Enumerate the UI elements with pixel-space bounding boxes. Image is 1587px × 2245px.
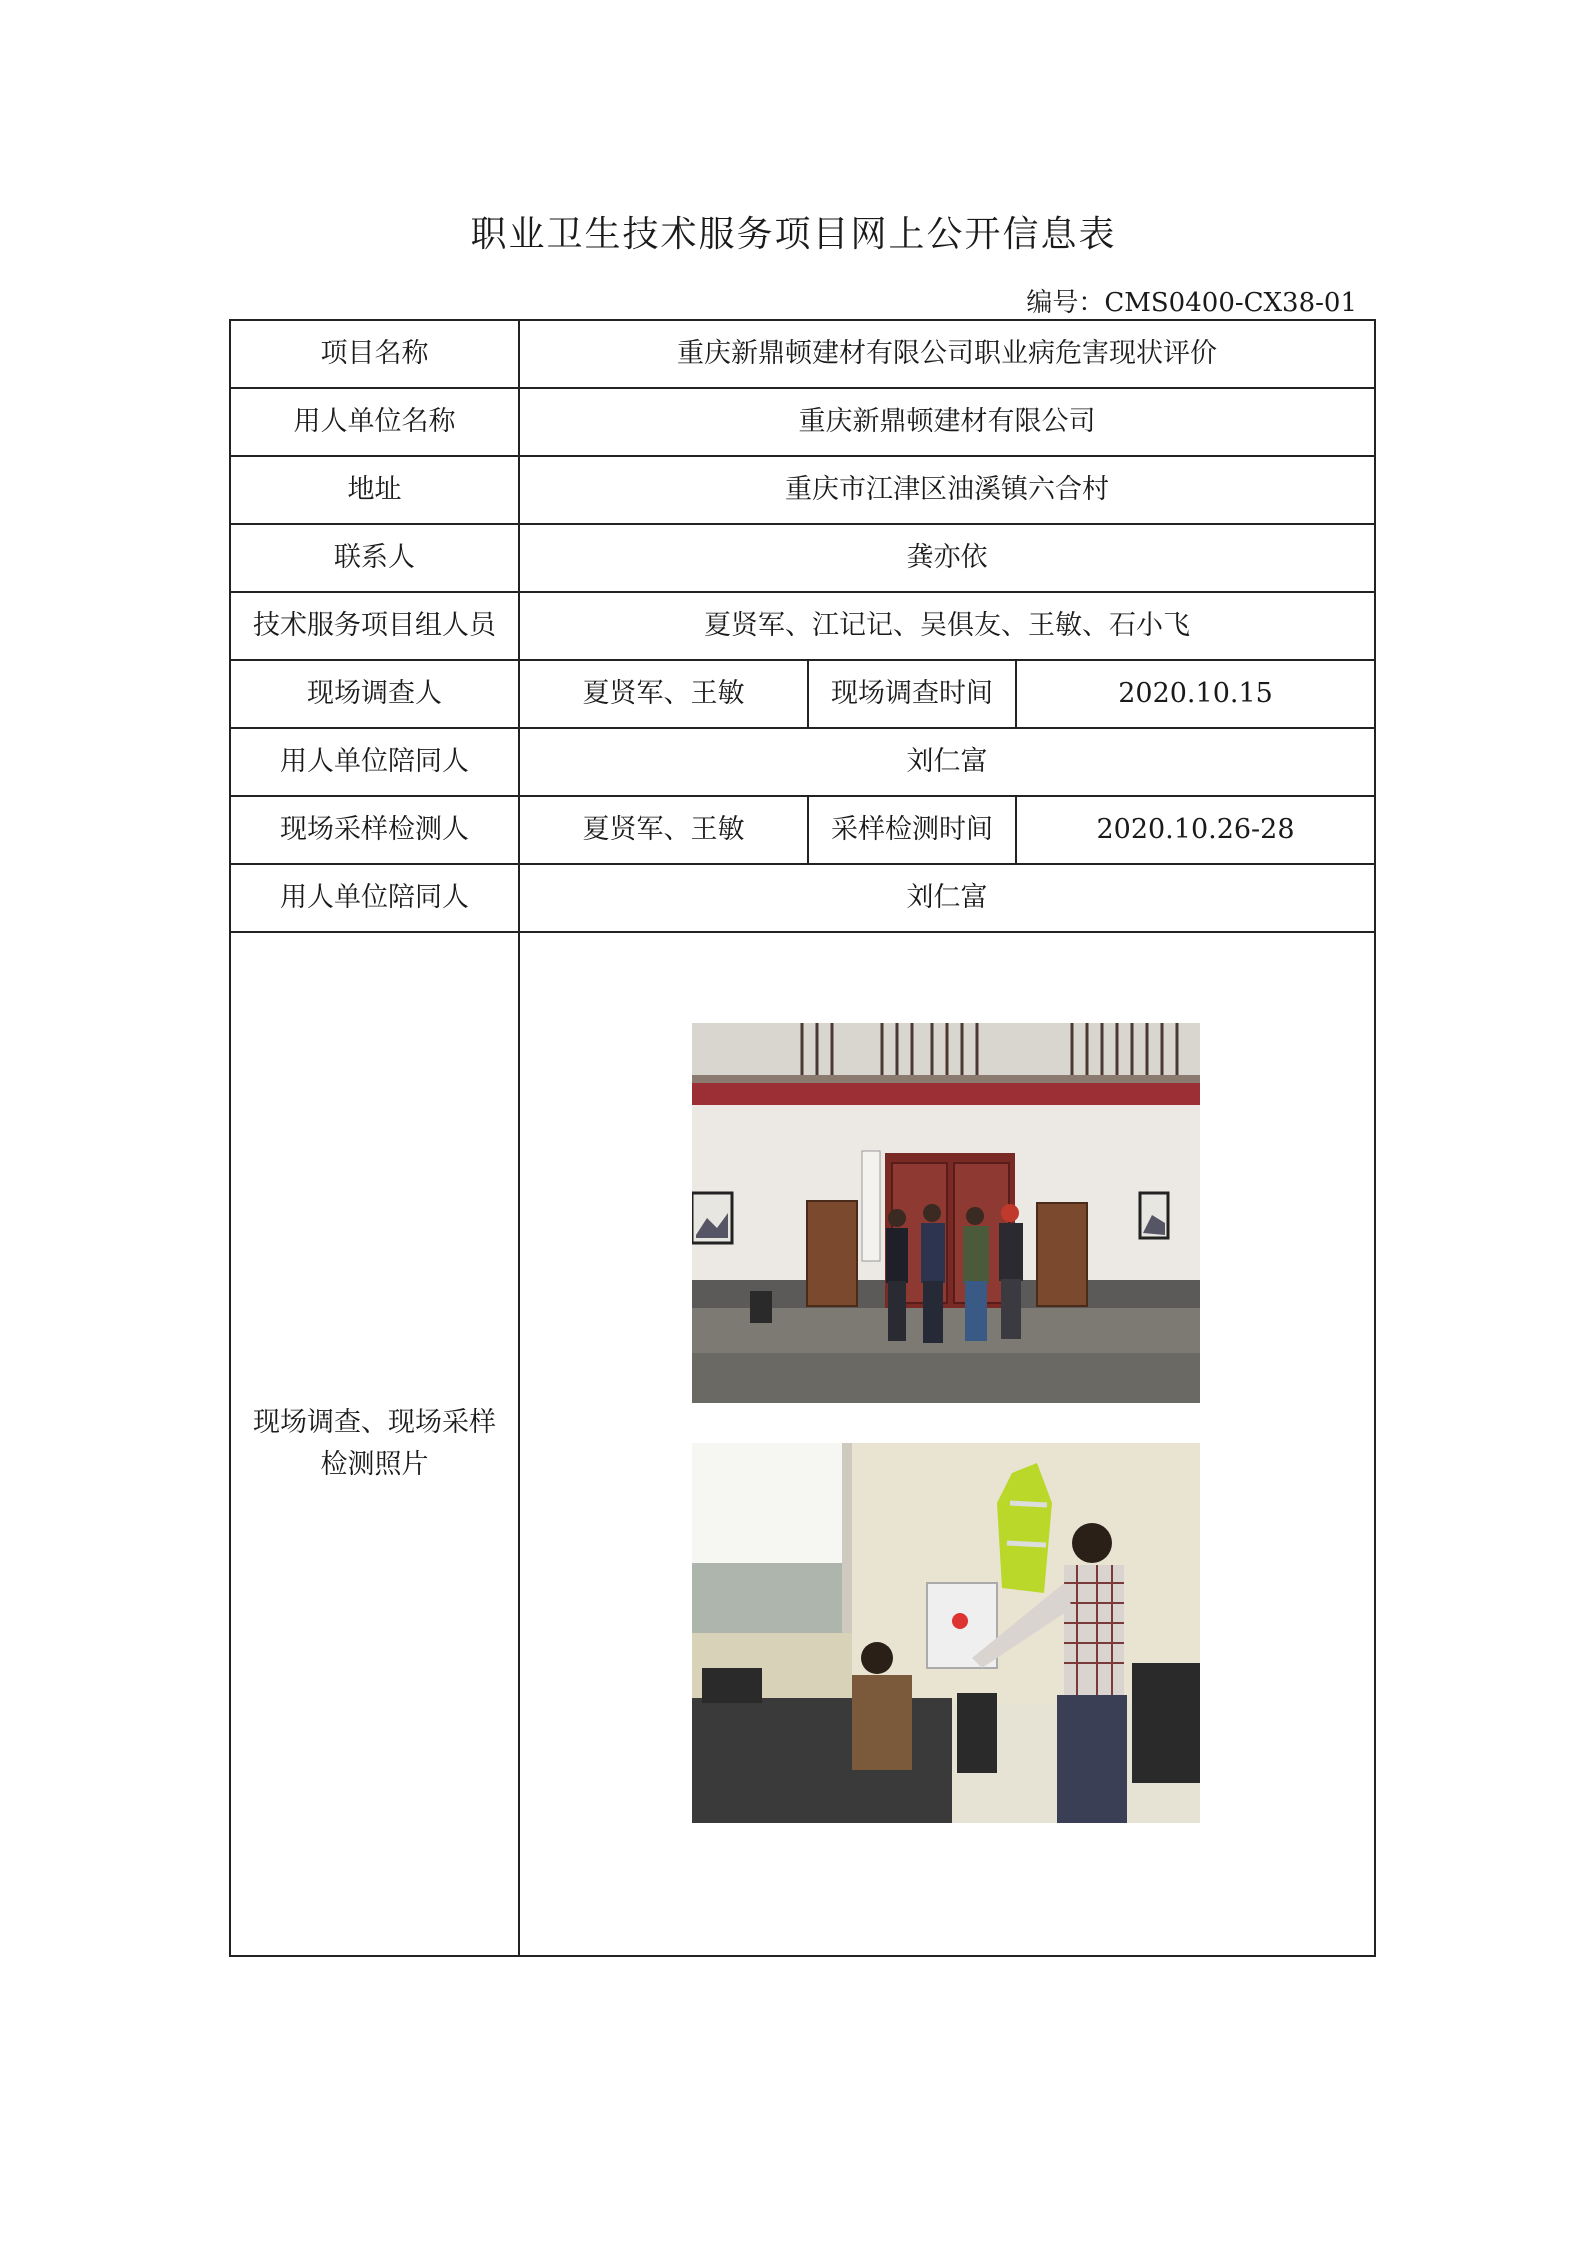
document-number: 编号：CMS0400-CX38-01 (1026, 288, 1357, 318)
accompany-label: 用人单位陪同人 (230, 864, 519, 932)
photos-label-line1: 现场调查、现场采样 (253, 1407, 496, 1438)
employer-name-value: 重庆新鼎顿建材有限公司 (519, 388, 1375, 456)
project-name-label: 项目名称 (230, 320, 519, 388)
contact-label: 联系人 (230, 524, 519, 592)
sampling-time-label: 采样检测时间 (808, 796, 1016, 864)
sampling-time-value: 2020.10.26-28 (1016, 796, 1375, 864)
document-title: 职业卫生技术服务项目网上公开信息表 (470, 214, 1117, 255)
sampling-photo (692, 1443, 1200, 1823)
team-value: 夏贤军、江记记、吴俱友、王敏、石小飞 (519, 592, 1375, 660)
survey-time-value: 2020.10.15 (1016, 660, 1375, 728)
team-label: 技术服务项目组人员 (230, 592, 519, 660)
accompany-value: 刘仁富 (519, 864, 1375, 932)
photos-label (230, 932, 519, 1956)
info-table (229, 319, 1376, 1957)
accompany-value: 刘仁富 (519, 728, 1375, 796)
table-row (230, 660, 1375, 728)
survey-person-label: 现场调查人 (230, 660, 519, 728)
table-row (230, 932, 1375, 1956)
sampling-person-label: 现场采样检测人 (230, 796, 519, 864)
table-row (230, 592, 1375, 660)
project-name-value: 重庆新鼎顿建材有限公司职业病危害现状评价 (519, 320, 1375, 388)
employer-name-label: 用人单位名称 (230, 388, 519, 456)
site-survey-photo (692, 1023, 1200, 1403)
survey-time-label: 现场调查时间 (808, 660, 1016, 728)
photos-label-line2: 检测照片 (320, 1449, 429, 1480)
table-row (230, 524, 1375, 592)
address-value: 重庆市江津区油溪镇六合村 (519, 456, 1375, 524)
table-row (230, 388, 1375, 456)
table-row (230, 456, 1375, 524)
address-label: 地址 (230, 456, 519, 524)
accompany-label: 用人单位陪同人 (230, 728, 519, 796)
contact-value: 龚亦依 (519, 524, 1375, 592)
table-row (230, 728, 1375, 796)
survey-person-value: 夏贤军、王敏 (519, 660, 808, 728)
sampling-person-value: 夏贤军、王敏 (519, 796, 808, 864)
table-row (230, 796, 1375, 864)
table-row (230, 864, 1375, 932)
photos-cell (519, 932, 1375, 1956)
table-row (230, 320, 1375, 388)
